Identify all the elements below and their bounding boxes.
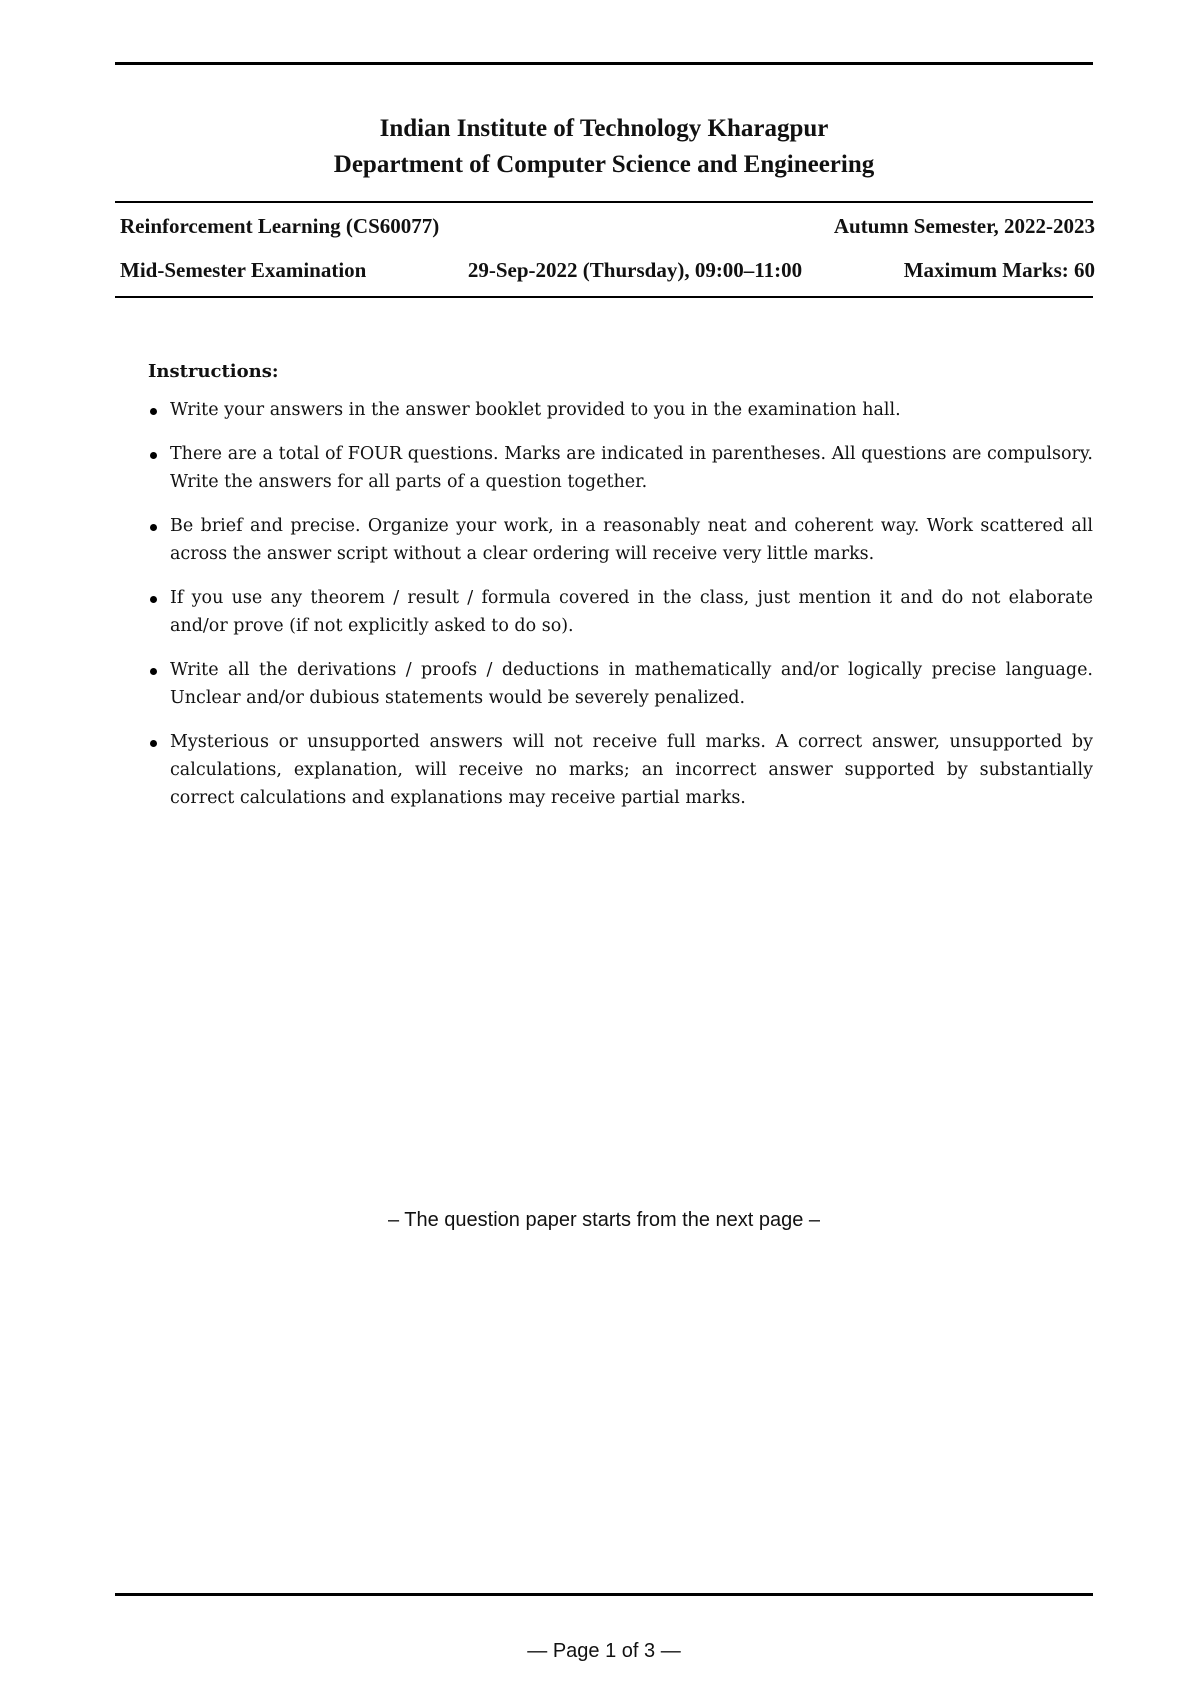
instruction-item (148, 512, 1093, 568)
bullet-icon (150, 452, 157, 459)
instruction-text: Mysterious or unsupported answers will not receive full marks. A correct answer, unsupported by calculations, explanation, will receive no marks; an incorrect answer supported by substantially correct calculations and explanations may receive partial marks. (170, 732, 1093, 808)
instructions-list (148, 396, 1093, 812)
bullet-icon (150, 524, 157, 531)
instruction-item (148, 584, 1093, 640)
next-page-note: – The question paper starts from the next page – (387, 1209, 821, 1231)
page-number: — Page 1 of 3 — (527, 1640, 681, 1662)
instruction-item (148, 656, 1093, 712)
bullet-icon (150, 596, 157, 603)
instruction-item (148, 440, 1093, 496)
instructions-heading: Instructions: (148, 361, 279, 382)
header-divider-rule (115, 201, 1093, 203)
top-rule (115, 62, 1093, 65)
course-name: Reinforcement Learning (CS60077) (120, 214, 440, 238)
course-row (120, 212, 1095, 240)
instruction-text: Write your answers in the answer booklet provided to you in the examination hall. (170, 400, 901, 420)
instruction-text: Be brief and precise. Organize your work, in a reasonably neat and coherent way. Work scattered all across the answer script without a clear ordering will receive very little marks. (170, 516, 1093, 564)
bullet-icon (150, 668, 157, 675)
instruction-item (148, 728, 1093, 812)
meta-divider-rule (115, 296, 1093, 298)
bullet-icon (150, 408, 157, 415)
instructions-section (148, 358, 1093, 828)
instruction-item (148, 396, 1093, 424)
exam-row (120, 256, 1095, 284)
instruction-text: There are a total of FOUR questions. Marks are indicated in parentheses. All questions are compulsory. Write the answers for all parts of a question together. (170, 444, 1093, 492)
bullet-icon (150, 740, 157, 747)
max-marks: Maximum Marks: 60 (903, 258, 1095, 282)
bottom-rule (115, 1593, 1093, 1596)
exam-datetime: 29-Sep-2022 (Thursday), 09:00–11:00 (467, 258, 803, 282)
institute-name: Indian Institute of Technology Kharagpur (379, 115, 829, 142)
department-name: Department of Computer Science and Engineering (333, 151, 875, 178)
exam-type: Mid-Semester Examination (120, 258, 367, 282)
instruction-text: If you use any theorem / result / formula covered in the class, just mention it and do not elaborate and/or prove (if not explicitly asked to do so). (170, 588, 1093, 636)
instruction-text: Write all the derivations / proofs / deductions in mathematically and/or logically precise language. Unclear and/or dubious statements would be severely penalized. (170, 660, 1093, 708)
semester: Autumn Semester, 2022-2023 (833, 214, 1095, 238)
